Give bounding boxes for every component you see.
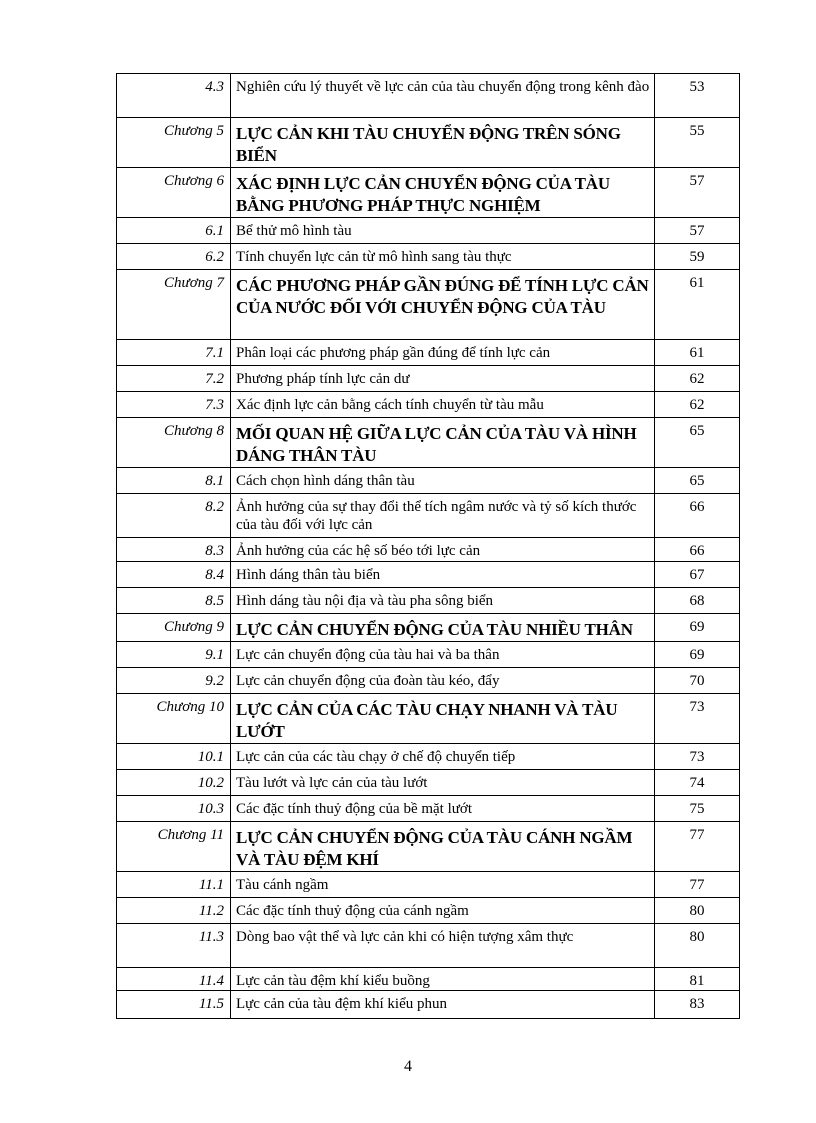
toc-entry-number: 11.5 — [117, 991, 231, 1019]
toc-section-row — [117, 588, 740, 614]
toc-entry-number: 11.3 — [117, 924, 231, 968]
toc-entry-number: 6.2 — [117, 244, 231, 270]
toc-entry-page: 53 — [655, 74, 740, 118]
toc-entry-title: Phương pháp tính lực cản dư — [231, 366, 655, 392]
toc-entry-number: Chương 6 — [117, 168, 231, 218]
toc-entry-page: 80 — [655, 924, 740, 968]
toc-entry-page: 70 — [655, 668, 740, 694]
toc-entry-page: 73 — [655, 694, 740, 744]
toc-entry-title: LỰC CẢN KHI TÀU CHUYỂN ĐỘNG TRÊN SÓNG BIỂN — [231, 118, 655, 168]
toc-entry-page: 59 — [655, 244, 740, 270]
toc-entry-page: 69 — [655, 642, 740, 668]
toc-entry-title: LỰC CẢN CHUYỂN ĐỘNG CỦA TÀU NHIỀU THÂN — [231, 614, 655, 642]
toc-entry-page: 65 — [655, 468, 740, 494]
toc-entry-title: Lực cản của tàu đệm khí kiểu phun — [231, 991, 655, 1019]
toc-entry-page: 65 — [655, 418, 740, 468]
toc-chapter-row — [117, 418, 740, 468]
toc-entry-title: Các đặc tính thuỷ động của bề mặt lướt — [231, 796, 655, 822]
toc-entry-page: 75 — [655, 796, 740, 822]
toc-entry-page: 55 — [655, 118, 740, 168]
toc-entry-title: Tính chuyển lực cản từ mô hình sang tàu thực — [231, 244, 655, 270]
toc-section-row — [117, 366, 740, 392]
toc-entry-title: Lực cản tàu đệm khí kiểu buồng — [231, 968, 655, 991]
toc-chapter-row — [117, 614, 740, 642]
toc-section-row — [117, 74, 740, 118]
toc-entry-title: Tàu lướt và lực cản của tàu lướt — [231, 770, 655, 796]
toc-entry-number: Chương 10 — [117, 694, 231, 744]
toc-entry-title: Ảnh hưởng của sự thay đổi thể tích ngâm nước và tỷ số kích thước của tàu đối với lực cản — [231, 494, 655, 538]
toc-entry-page: 74 — [655, 770, 740, 796]
toc-entry-number: 9.2 — [117, 668, 231, 694]
toc-chapter-row — [117, 822, 740, 872]
toc-entry-number: 7.2 — [117, 366, 231, 392]
toc-entry-title: Phân loại các phương pháp gần đúng để tính lực cản — [231, 340, 655, 366]
toc-entry-number: 4.3 — [117, 74, 231, 118]
toc-entry-number: Chương 8 — [117, 418, 231, 468]
toc-entry-title: Dòng bao vật thể và lực cản khi có hiện tượng xâm thực — [231, 924, 655, 968]
toc-section-row — [117, 796, 740, 822]
toc-entry-title: Cách chọn hình dáng thân tàu — [231, 468, 655, 494]
page-number: 4 — [404, 1058, 412, 1075]
toc-entry-page: 77 — [655, 872, 740, 898]
toc-chapter-row — [117, 270, 740, 340]
toc-entry-number: 7.1 — [117, 340, 231, 366]
toc-entry-page: 57 — [655, 168, 740, 218]
toc-entry-page: 67 — [655, 562, 740, 588]
toc-section-row — [117, 468, 740, 494]
toc-section-row — [117, 392, 740, 418]
toc-chapter-row — [117, 694, 740, 744]
toc-entry-page: 80 — [655, 898, 740, 924]
toc-entry-title: Nghiên cứu lý thuyết về lực cản của tàu chuyển động trong kênh đào — [231, 74, 655, 118]
toc-entry-page: 81 — [655, 968, 740, 991]
toc-chapter-row — [117, 118, 740, 168]
toc-entry-number: 10.3 — [117, 796, 231, 822]
toc-section-row — [117, 562, 740, 588]
toc-entry-page: 62 — [655, 392, 740, 418]
toc-section-row — [117, 898, 740, 924]
toc-entry-number: 8.5 — [117, 588, 231, 614]
toc-section-row — [117, 340, 740, 366]
toc-entry-title: Bể thử mô hình tàu — [231, 218, 655, 244]
toc-entry-number: 8.2 — [117, 494, 231, 538]
toc-entry-title: XÁC ĐỊNH LỰC CẢN CHUYỂN ĐỘNG CỦA TÀU BẰNG PHƯƠNG PHÁP THỰC NGHIỆM — [231, 168, 655, 218]
toc-entry-page: 83 — [655, 991, 740, 1019]
toc-entry-number: 9.1 — [117, 642, 231, 668]
toc-entry-number: 8.3 — [117, 538, 231, 562]
toc-entry-title: Hình dáng tàu nội địa và tàu pha sông biển — [231, 588, 655, 614]
toc-section-row — [117, 872, 740, 898]
toc-section-row — [117, 494, 740, 538]
toc-entry-page: 73 — [655, 744, 740, 770]
toc-entry-title: LỰC CẢN CHUYỂN ĐỘNG CỦA TÀU CÁNH NGẦM VÀ TÀU ĐỆM KHÍ — [231, 822, 655, 872]
toc-entry-number: 11.4 — [117, 968, 231, 991]
toc-entry-number: Chương 7 — [117, 270, 231, 340]
toc-section-row — [117, 218, 740, 244]
toc-entry-title: Lực cản chuyển động của đoàn tàu kéo, đẩy — [231, 668, 655, 694]
toc-entry-number: 6.1 — [117, 218, 231, 244]
toc-entry-number: 7.3 — [117, 392, 231, 418]
table-of-contents — [116, 73, 740, 1019]
toc-entry-number: Chương 11 — [117, 822, 231, 872]
toc-section-row — [117, 244, 740, 270]
toc-entry-title: Lực cản chuyển động của tàu hai và ba thân — [231, 642, 655, 668]
toc-entry-page: 62 — [655, 366, 740, 392]
toc-entry-page: 66 — [655, 538, 740, 562]
toc-entry-page: 61 — [655, 270, 740, 340]
toc-entry-number: 11.1 — [117, 872, 231, 898]
toc-entry-title: Lực cản của các tàu chạy ở chế độ chuyển tiếp — [231, 744, 655, 770]
toc-entry-title: Các đặc tính thuỷ động của cánh ngầm — [231, 898, 655, 924]
toc-body — [117, 74, 740, 1019]
toc-entry-page: 77 — [655, 822, 740, 872]
toc-entry-page: 61 — [655, 340, 740, 366]
toc-section-row — [117, 538, 740, 562]
toc-section-row — [117, 991, 740, 1019]
toc-entry-number: 8.4 — [117, 562, 231, 588]
toc-entry-number: 11.2 — [117, 898, 231, 924]
toc-entry-page: 69 — [655, 614, 740, 642]
toc-section-row — [117, 770, 740, 796]
toc-section-row — [117, 968, 740, 991]
toc-entry-page: 66 — [655, 494, 740, 538]
toc-entry-title: CÁC PHƯƠNG PHÁP GẦN ĐÚNG ĐỂ TÍNH LỰC CẢN CỦA NƯỚC ĐỐI VỚI CHUYỂN ĐỘNG CỦA TÀU — [231, 270, 655, 340]
toc-entry-title: Tàu cánh ngầm — [231, 872, 655, 898]
toc-entry-number: 8.1 — [117, 468, 231, 494]
toc-entry-number: Chương 9 — [117, 614, 231, 642]
toc-entry-page: 68 — [655, 588, 740, 614]
toc-section-row — [117, 744, 740, 770]
toc-entry-title: Xác định lực cản bằng cách tính chuyển từ tàu mẫu — [231, 392, 655, 418]
toc-section-row — [117, 924, 740, 968]
toc-entry-title: Hình dáng thân tàu biển — [231, 562, 655, 588]
toc-section-row — [117, 642, 740, 668]
toc-entry-title: MỐI QUAN HỆ GIỮA LỰC CẢN CỦA TÀU VÀ HÌNH DÁNG THÂN TÀU — [231, 418, 655, 468]
toc-section-row — [117, 668, 740, 694]
toc-entry-number: 10.1 — [117, 744, 231, 770]
toc-entry-title: LỰC CẢN CỦA CÁC TÀU CHẠY NHANH VÀ TÀU LƯỚT — [231, 694, 655, 744]
toc-entry-number: Chương 5 — [117, 118, 231, 168]
toc-chapter-row — [117, 168, 740, 218]
toc-entry-page: 57 — [655, 218, 740, 244]
toc-entry-number: 10.2 — [117, 770, 231, 796]
toc-entry-title: Ảnh hưởng của các hệ số béo tới lực cản — [231, 538, 655, 562]
